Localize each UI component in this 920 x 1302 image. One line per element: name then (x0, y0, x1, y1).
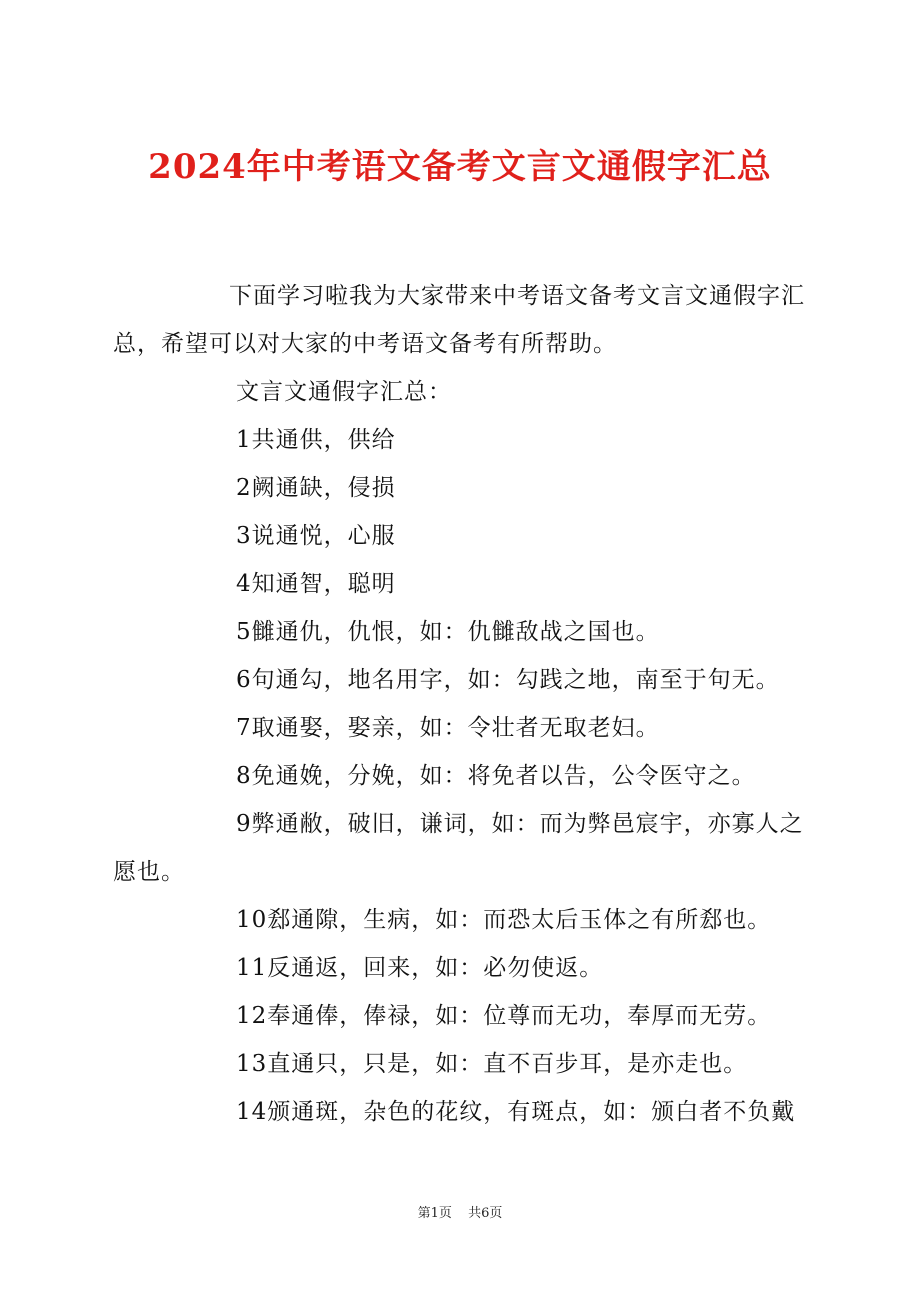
list-item: 7取通娶，娶亲，如：令壮者无取老妇。 (236, 715, 660, 741)
list-item: 6句通勾，地名用字，如：勾践之地，南至于句无。 (236, 667, 780, 693)
list-item: 5雠通仇，仇恨，如：仇雠敌战之国也。 (236, 619, 660, 645)
list-item: 14颁通斑，杂色的花纹，有斑点，如：颁白者不负戴 (236, 1099, 796, 1125)
list-item: 9弊通敝，破旧，谦词，如：而为弊邑宸宇，亦寡人之愿也。 (113, 811, 804, 885)
list-item: 11反通返，回来，如：必勿使返。 (236, 955, 604, 981)
document-title: 2024年中考语文备考文言文通假字汇总 (148, 147, 772, 187)
section-heading: 文言文通假字汇总： (236, 379, 452, 405)
list-item: 13直通只，只是，如：直不百步耳，是亦走也。 (236, 1051, 748, 1077)
list-item: 3说通悦，心服 (236, 523, 396, 549)
list-item: 10郄通隙，生病，如：而恐太后玉体之有所郄也。 (236, 907, 772, 933)
page-footer (0, 1204, 920, 1224)
list-item: 8免通娩，分娩，如：将免者以告，公令医守之。 (236, 763, 756, 789)
list-item: 12奉通俸，俸禄，如：位尊而无功，奉厚而无劳。 (236, 1003, 772, 1029)
page-number-total: 共6页 (468, 1206, 503, 1221)
list-item: 4知通智，聪明 (236, 571, 396, 597)
page-number-current: 第1页 (417, 1206, 452, 1221)
list-item: 2阙通缺，侵损 (236, 475, 396, 501)
list-item: 1共通供，供给 (236, 427, 396, 453)
intro-paragraph: 下面学习啦我为大家带来中考语文备考文言文通假字汇总，希望可以对大家的中考语文备考有所帮助。 (113, 283, 805, 357)
